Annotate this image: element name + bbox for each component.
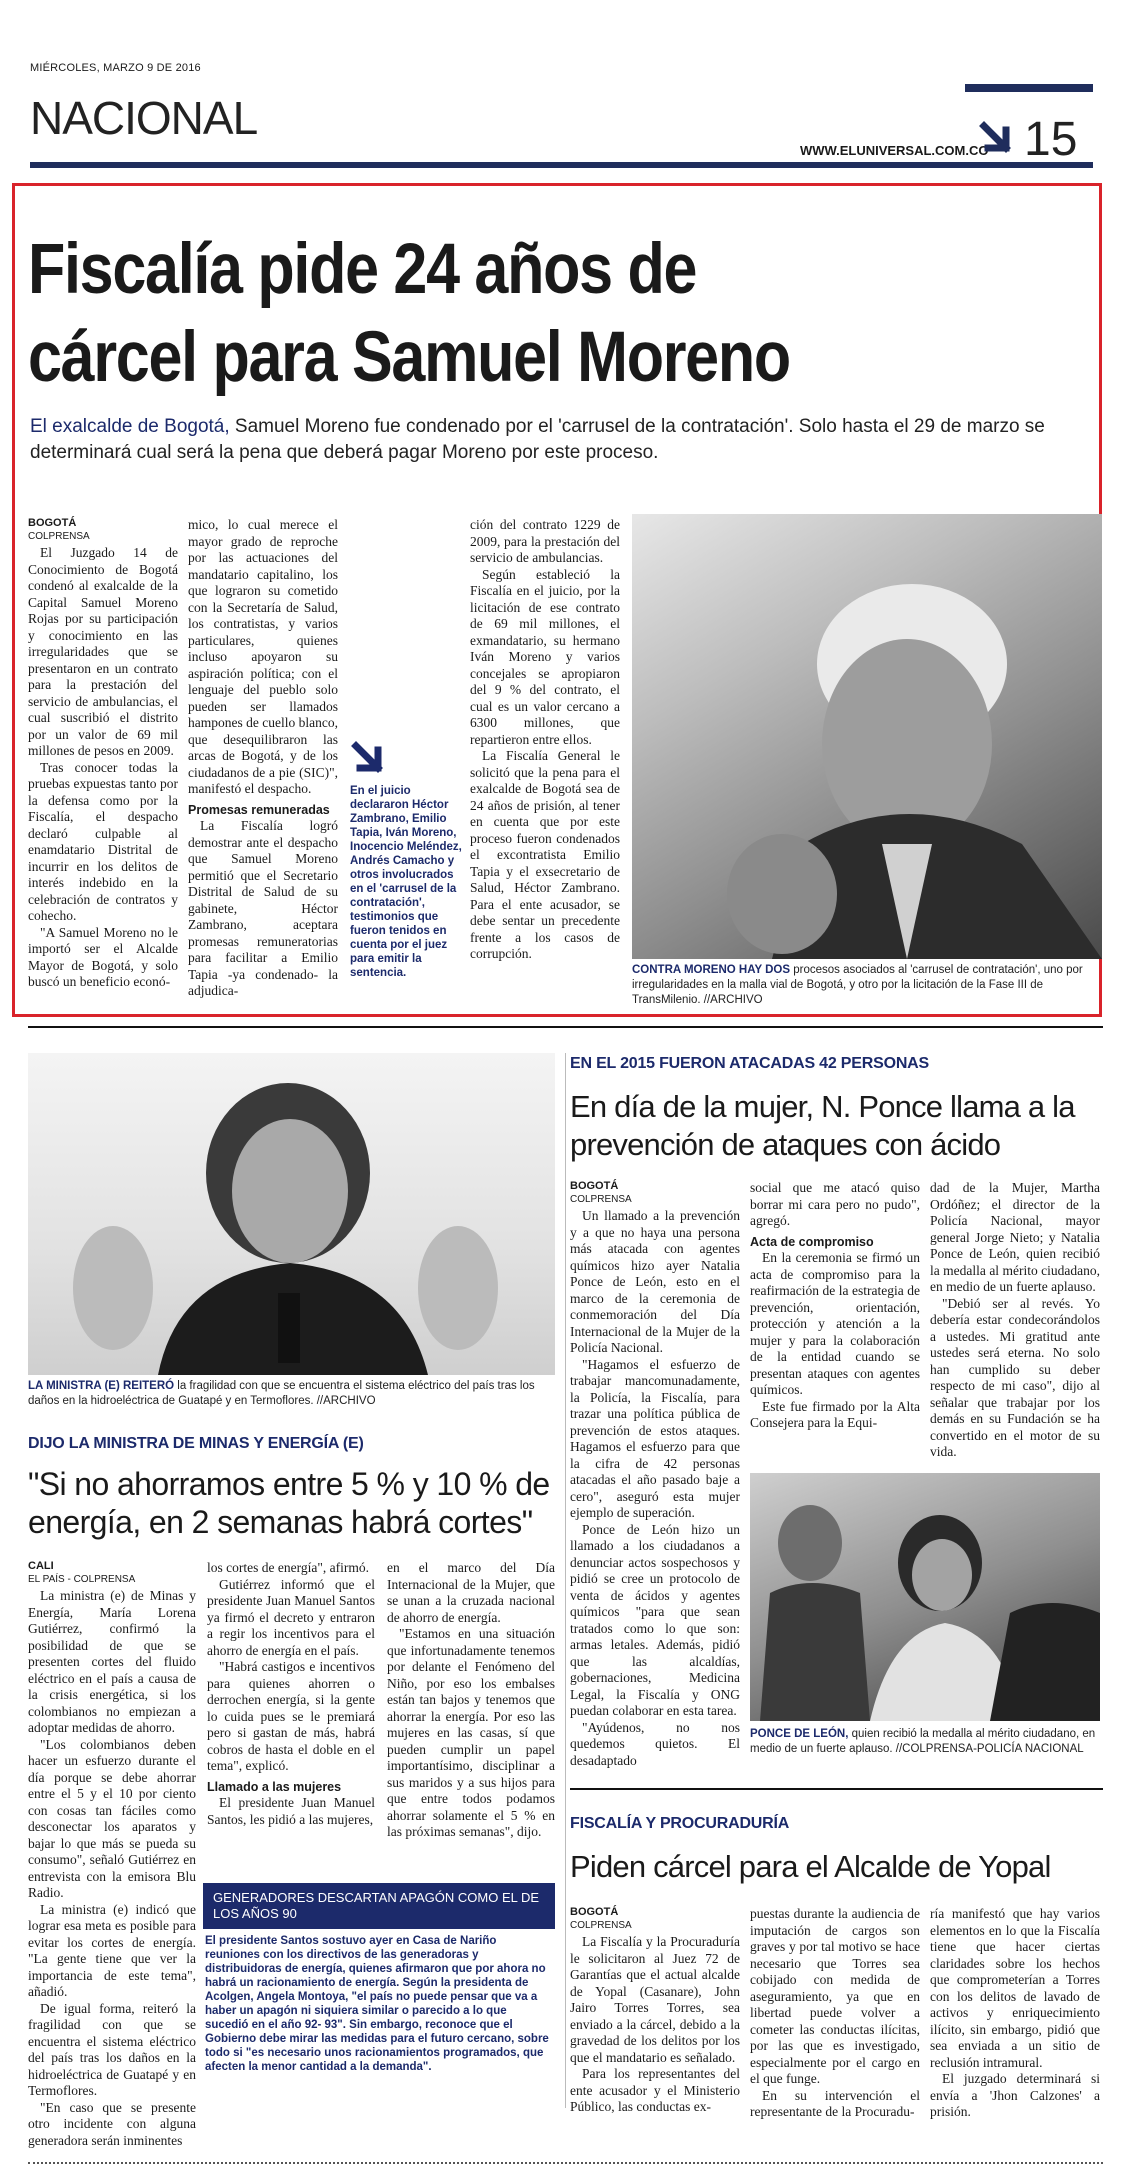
ponce-de-leon-photo [750, 1473, 1100, 1721]
paragraph: "Ayúdenos, no nos quedemos quietos. El desadaptado [570, 1719, 740, 1768]
paragraph: "En caso que se presente otro incidente con alguna generadora serán inminentes [28, 2099, 196, 2148]
dateline: CALI [28, 1560, 54, 1572]
ponce-photo-caption [750, 1727, 1100, 1757]
dateline: BOGOTÁ [570, 1180, 619, 1192]
paragraph: "Hagamos el esfuerzo de trabajar mancomunadamente, la Policía, la Fiscalía, para trazar una política pública de prevención de estos ataques. Hagamos el esfuerzo para que la cifra de 42 personas atacadas el año pasado baje a cero", aseguró esta mujer ejemplo de superación. [570, 1356, 740, 1520]
paragraph: social que me atacó quiso borrar mi cara pero no pudo", agregó. [750, 1180, 920, 1228]
caption-text: la fragilidad con que se encuentra el sistema eléctrico del país tras los daños en la hidroeléctrica de Guatapé y en Termoflores. //ARCHIVO [28, 1380, 535, 1407]
lead-deck-text: Samuel Moreno fue condenado por el 'carrusel de la contratación'. Solo hasta el 29 de marzo se determinará cual será la pena que deberá pagar Moreno por este proceso. [30, 416, 1045, 463]
lead-photo-caption [632, 963, 1102, 1008]
women-column-1 [570, 1180, 740, 1769]
paragraph: Según estableció la Fiscalía en el juicio, por la licitación de ese contrato de 69 mil millones, el exmandatario, su hermano Iván Moreno y varios concejales se apropiaron del 9 % del contrato, el cual es un valor cercano a 6300 millones, que repartieron entre ellos. [470, 566, 620, 747]
paragraph: Para los representantes del ente acusador y el Ministerio Público, las conductas ex- [570, 2066, 740, 2114]
sidebar-box-text: El presidente Santos sostuvo ayer en Casa de Nariño reuniones con los directivos de las generadoras y distribuidoras de energía, quienes afirmaron que por ahora no habrá un racionamiento de energía. Según la presidenta de Acolgen, Angela Montoya, "el país no puede pensar que va a haber un apagón ni siquiera similar o parecido a lo que sucedió en el año 92- 93". Sin embargo, reconoce que el Gobierno debe mirar las medidas para el futuro cercano, sobre todo si "es necesario unos racionamientos programados, que afecten la menor cantidad a la demanda". [205, 1935, 549, 2073]
energy-column-3 [387, 1560, 555, 1841]
sidebar-box [203, 1883, 555, 2079]
lead-headline-line2: cárcel para Samuel Moreno [28, 318, 790, 397]
arrow-icon [350, 740, 390, 780]
paragraph: El Juzgado 14 de Conocimiento de Bogotá condenó al exalcalde de la Capital Samuel Moreno Rojas por su participación y conocimiento en las irregularidades que se presentaron en un contrato para la prestación del servicio de ambulancias, el cual suscribió el distrito por un valor de 69 mil millones de pesos en 2009. [28, 545, 178, 758]
header-top-bar [965, 84, 1093, 92]
page-number: 15 [1024, 113, 1078, 166]
women-column-2 [750, 1180, 920, 1432]
section-divider [28, 1026, 1103, 1028]
paragraph: "Habrá castigos e incentivos para quienes ahorren o derrochen energía, si la gente lo cuida pues se le premiará pero si gastan de más, habrá cobros de hasta el doble en el tema", explicó. [207, 1659, 375, 1773]
paragraph: "Estamos en una situación que infortunadamente tenemos por delante el Fenómeno del Niño, por eso los embalses están tan bajos y tenemos que ahorrar la energía. Por eso las mujeres en las casas, sí que pueden cumplir un papel importantísimo, disciplinar a sus maridos y a sus hijos para que entre todos podamos ahorrar solamente el 5 % en las próximas semanas", dijo. [387, 1626, 555, 1839]
energy-column-2 [207, 1560, 375, 1828]
lead-headline-line1: Fiscalía pide 24 años de [28, 230, 697, 309]
website-url: WWW.ELUNIVERSAL.COM.CO [800, 143, 989, 158]
paragraph: De igual forma, reiteró la fragilidad con que se encuentra el sistema eléctrico del país tras los daños en la hidroeléctrica de Guatapé y en Termoflores. [28, 2000, 196, 2098]
paragraph: La Fiscalía y la Procuraduría le solicitaron al Juez 72 de Garantías que el actual alcalde de Yopal (Casanare), John Jairo Torres Torres, sea enviado a la cárcel, debido a la gravedad de los delitos por los que el mandatario es señalado. [570, 1934, 740, 2065]
pullquote-text: En el juicio declararon Héctor Zambrano, Emilio Tapia, Iván Moreno, Inocencio Meléndez, Andrés Camacho y otros involucrados en el 'carrusel de la contratación', testimonios que fueron tenidos en cuenta por el juez para emitir la sentencia. [350, 785, 462, 979]
sidebar-box-title: GENERADORES DESCARTAN APAGÓN COMO EL DE LOS AÑOS 90 [203, 1883, 555, 1929]
paragraph: La ministra (e) indicó que lograr esa meta es posible para evitar los cortes de energía. "La gente tiene que ver la importancia de este tema", añadió. [28, 1901, 196, 1999]
minister-photo [28, 1053, 555, 1375]
yopal-column-1 [570, 1906, 740, 2116]
lead-deck [30, 414, 1075, 466]
yopal-headline: Piden cárcel para el Alcalde de Yopal [570, 1849, 1051, 1884]
paragraph: La ministra (e) de Minas y Energía, María Lorena Gutiérrez, confirmó la posibilidad de que se presenten cortes del fluido eléctrico en el país a causa de la crisis energética, si los colombianos no empiezan a adoptar medidas de ahorro. [28, 1588, 196, 1735]
paragraph: "Debió ser al revés. Yo debería estar condecorándolos a ustedes. Mi gratitud ante ustedes será eterna. No solo han cumplido su deber respecto de mi caso", dijo al señalar que trabajar por los demás en su Fundación se ha convertido en el motor de su vida. [930, 1295, 1100, 1459]
section-divider [570, 1788, 1103, 1790]
lead-column-3 [470, 517, 620, 963]
paragraph: El juzgado determinará si envía a 'Jhon Calzones' a prisión. [930, 2071, 1100, 2119]
dateline: BOGOTÁ [28, 517, 77, 529]
energy-column-1 [28, 1560, 196, 2149]
energy-headline: "Si no ahorramos entre 5 % y 10 % de energía, en 2 semanas habrá cortes" [28, 1466, 550, 1540]
dateline: BOGOTÁ [570, 1906, 619, 1918]
yopal-column-3 [930, 1906, 1100, 2121]
caption-lead: PONCE DE LEÓN, [750, 1728, 849, 1740]
issue-date: MIÉRCOLES, MARZO 9 DE 2016 [30, 62, 201, 74]
paragraph: En su intervención el representante de la Procuradu- [750, 2087, 920, 2119]
agency: COLPRENSA [28, 531, 90, 542]
samuel-moreno-photo [632, 514, 1102, 959]
paragraph: ría manifestó que hay varios elementos en lo que la Fiscalía tiene que hacer ciertas claridades sobre los hechos que comprometerían a Torres con los delitos de lavado de activos y enriquecimiento ilícito, sin embargo, pidió que sea enviada a un sitio de reclusión intramural. [930, 1906, 1100, 2070]
subhead: Promesas remuneradas [188, 802, 330, 817]
header-rule [30, 162, 1093, 168]
pullquote [350, 740, 465, 980]
paragraph: en el marco del Día Internacional de la Mujer, que se unan a la cruzada nacional de ahorro de energía. [387, 1560, 555, 1625]
paragraph: Un llamado a la prevención y a que no haya una persona más atacada con agentes químicos hizo ayer Natalia Ponce de León, esto en el marco de la ceremonia de conmemoración del Día Internacional de la Mujer de la Policía Nacional. [570, 1208, 740, 1355]
paragraph: Gutiérrez informó que el presidente Juan Manuel Santos ya firmó el decreto y entraron a regir los incentivos para el ahorro de energía en el país. [207, 1576, 375, 1658]
women-column-3 [930, 1180, 1100, 1461]
arrow-icon [978, 120, 1018, 160]
lead-headline [28, 226, 790, 402]
paragraph: Tras conocer todas la pruebas expuestas tanto por la defensa como por la Fiscalía, el despacho declaró culpable al enamdatario Distrital de incurrir en los delitos de interés indebido en la celebración de contratos y cohecho. [28, 759, 178, 923]
section-title: NACIONAL [30, 92, 258, 144]
women-kicker: EN EL 2015 FUERON ATACADAS 42 PERSONAS [570, 1055, 930, 1072]
paragraph: "A Samuel Moreno no le importó ser el Alcalde Mayor de Bogotá, y solo buscó un beneficio econó- [28, 924, 178, 989]
energy-kicker: DIJO LA MINISTRA DE MINAS Y ENERGÍA (E) [28, 1435, 364, 1452]
women-headline: En día de la mujer, N. Ponce llama a la prevención de ataques con ácido [570, 1089, 1075, 1162]
minister-photo-caption [28, 1379, 555, 1409]
subhead: Llamado a las mujeres [207, 1779, 342, 1794]
lead-column-2 [188, 517, 338, 1000]
paragraph: Ponce de León hizo un llamado a los ciudadanos a denunciar actos sospechosos y pidió se cree un protocolo de venta de ácidos y agentes químicos "para que sean tratados como lo que son: armas letales. Además, pidió que las alcaldías, gobernaciones, Medicina Legal, la Fiscalía y ONG puedan colaborar en esta tarea. [570, 1521, 740, 1718]
agency: COLPRENSA [570, 1920, 632, 1931]
yopal-column-2 [750, 1906, 920, 2121]
caption-lead: CONTRA MORENO HAY DOS [632, 964, 791, 976]
yopal-kicker: FISCALÍA Y PROCURADURÍA [570, 1815, 790, 1832]
caption-text: procesos asociados al 'carrusel de contratación', uno por irregularidades en la malla vial de Bogotá, y otro por la licitación de la Fase III de TransMilenio. //ARCHIVO [632, 964, 1083, 1006]
paragraph: los cortes de energía", afirmó. [207, 1560, 369, 1575]
caption-lead: LA MINISTRA (E) REITERÓ [28, 1380, 175, 1392]
lead-column-1 [28, 517, 178, 991]
paragraph: Este fue firmado por la Alta Consejera para la Equi- [750, 1398, 920, 1430]
agency: COLPRENSA [570, 1194, 632, 1205]
paragraph: En la ceremonia se firmó un acta de compromiso para la reafirmación de la estrategia de prevención, orientación, protección y atención a la mujer y para la colaboración de la entidad cuando se presentan ataques con agentes químicos. [750, 1250, 920, 1397]
lead-deck-highlight: El exalcalde de Bogotá, [30, 416, 230, 437]
agency: EL PAÍS - COLPRENSA [28, 1574, 136, 1585]
subhead: Acta de compromiso [750, 1234, 874, 1249]
paragraph: ción del contrato 1229 de 2009, para la prestación del servicio de ambulancias. [470, 517, 620, 565]
paragraph: mico, lo cual merece el mayor grado de reproche por las actuaciones del mandatario capitalino, los que lograron su cometido con la Secretaría de Salud, los contratistas, y varios particulares, quienes incluso apoyaron su aspiración política; con el lenguaje del pueblo solo pueden ser llamados hampones de cuello blanco, que desequilibraron las arcas de Bogotá, y de los ciudadanos de a pie (SIC)", manifestó el despacho. [188, 517, 338, 796]
paragraph: "Los colombianos deben hacer un esfuerzo durante el día porque se debe ahorrar entre el 5 y el 10 por ciento con cosas tan fáciles como desconectar los aparatos y bajar lo que más se pueda su consumo", señaló Gutiérrez en entrevista con la emisora Blu Radio. [28, 1736, 196, 1900]
caption-text: quien recibió la medalla al mérito ciudadano, en medio de un fuerte aplauso. //COLPRENSA-POLICÍA NACIONAL [750, 1728, 1096, 1755]
paragraph: La Fiscalía General le solicitó que la pena para el exalcalde de Bogotá sea de 24 años de prisión, al tener en cuenta que por este proceso fueron condenados el excontratista Emilio Tapia y el exsecretario de Salud, Héctor Zambrano. Para el ente acusador, se debe sentar un precedente frente a los casos de corrupción. [470, 748, 620, 961]
paragraph: dad de la Mujer, Martha Ordóñez; el director de la Policía Nacional, mayor general Jorge Nieto; y Natalia Ponce de León, quien recibió la medalla al mérito ciudadano, en medio de un fuerte aplauso. [930, 1180, 1100, 1294]
paragraph: La Fiscalía logró demostrar ante el despacho que Samuel Moreno permitió que el Secretario Distrital de Salud de su gabinete, Héctor Zambrano, aceptara promesas remuneratorias para facilitar a Emilio Tapia -ya condenado- la adjudica- [188, 818, 338, 998]
paragraph: puestas durante la audiencia de imputación de cargos son graves y por tal motivo se hace necesario que Torres sea cobijado con medida de aseguramiento, ya que en libertad puede volver a cometer las conductas ilícitas, por las que es investigado, especialmente por el cargo en el que funge. [750, 1906, 920, 2086]
column-divider [565, 1053, 566, 2108]
paragraph: El presidente Juan Manuel Santos, les pidió a las mujeres, [207, 1795, 375, 1827]
page-bottom-rule [28, 2162, 1103, 2164]
